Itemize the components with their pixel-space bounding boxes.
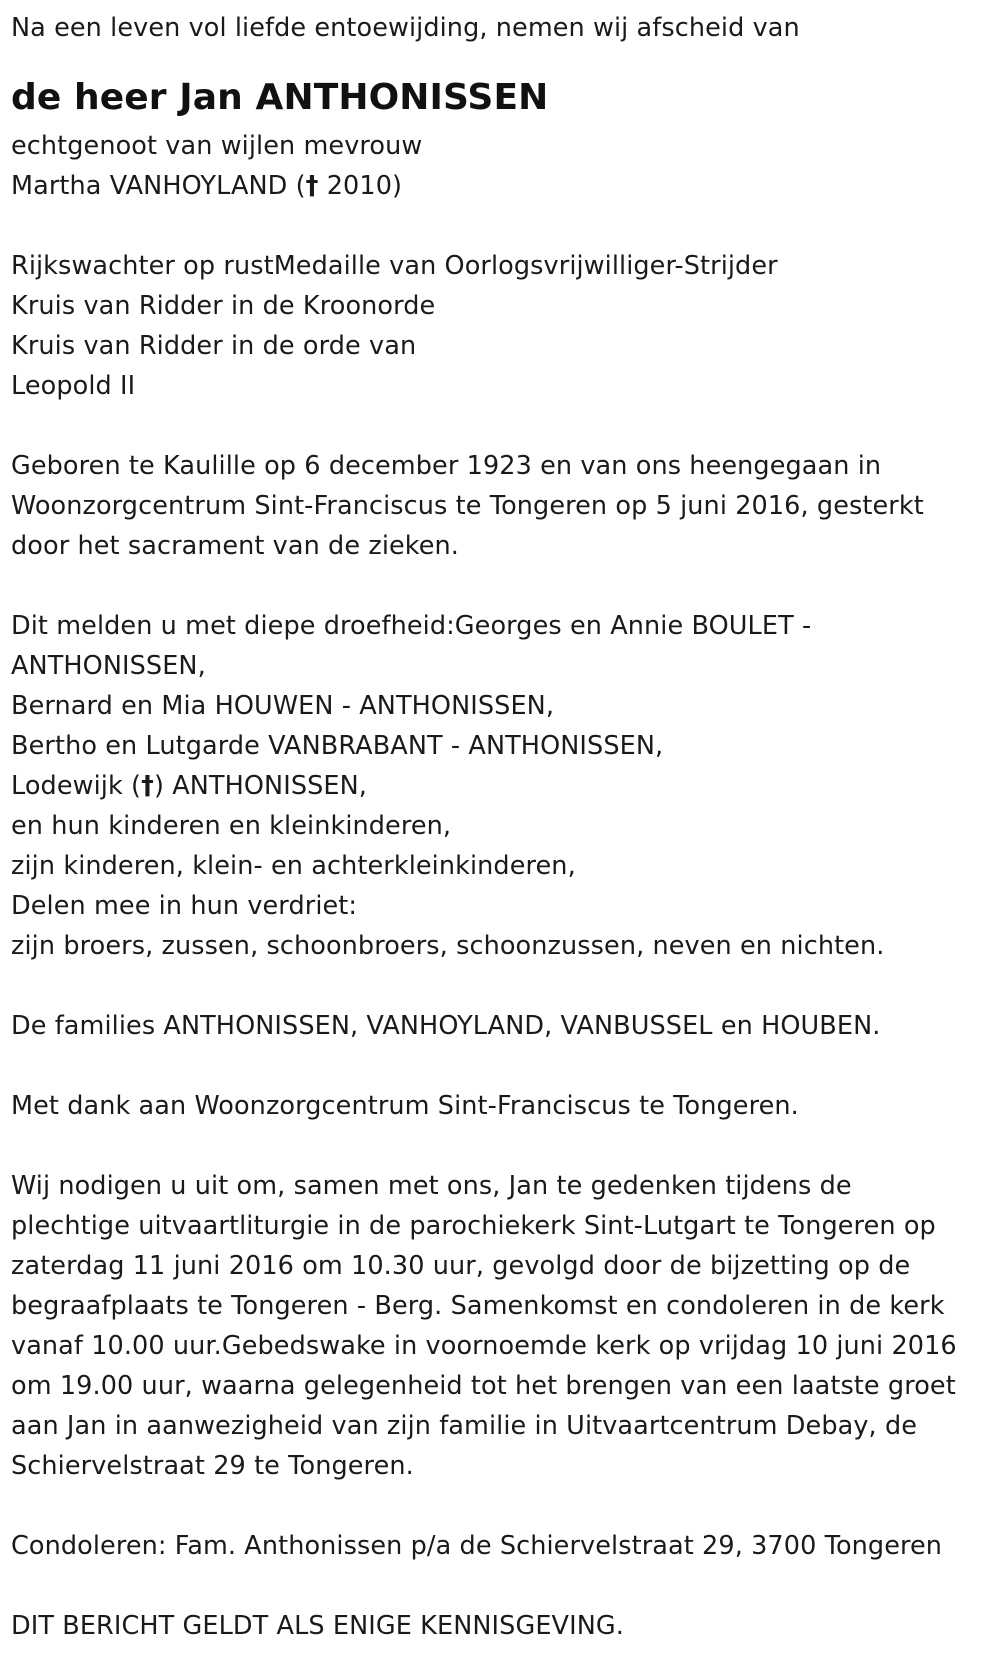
ceremony-line: Wij nodigen u uit om, samen met ons, Jan te gedenken tijdens de	[11, 1171, 852, 1201]
ceremony-line: vanaf 10.00 uur.Gebedswake in voornoemde kerk op vrijdag 10 juni 2016	[11, 1331, 957, 1361]
birth-death-line: door het sacrament van de zieken.	[11, 531, 460, 561]
mourners-line: zijn kinderen, klein- en achterkleinkinderen,	[11, 851, 576, 881]
mourners-line	[11, 766, 991, 806]
spacer	[11, 966, 991, 1006]
cross-icon: †	[305, 171, 319, 201]
mourners-line: ANTHONISSEN,	[11, 651, 206, 681]
mourner-name: Lodewijk (	[11, 771, 142, 801]
deceased-name: de heer Jan ANTHONISSEN	[11, 77, 549, 118]
spouse-line: echtgenoot van wijlen mevrouw	[11, 131, 423, 161]
closing-line: DIT BERICHT GELDT ALS ENIGE KENNISGEVING.	[11, 1611, 624, 1641]
mourners-line: Delen mee in hun verdriet:	[11, 891, 358, 921]
ceremony-line: begraafplaats te Tongeren - Berg. Samenkomst en condoleren in de kerk	[11, 1291, 945, 1321]
mourners-line: zijn broers, zussen, schoonbroers, schoonzussen, neven en nichten.	[11, 931, 885, 961]
condolences-line: Condoleren: Fam. Anthonissen p/a de Schiervelstraat 29, 3700 Tongeren	[11, 1531, 943, 1561]
ceremony-line: Schiervelstraat 29 te Tongeren.	[11, 1451, 414, 1481]
honor-line: Leopold II	[11, 371, 136, 401]
mourners-line: en hun kinderen en kleinkinderen,	[11, 811, 452, 841]
birth-death-line: Woonzorgcentrum Sint-Franciscus te Tongeren op 5 juni 2016, gesterkt	[11, 491, 924, 521]
families-line: De families ANTHONISSEN, VANHOYLAND, VANBUSSEL en HOUBEN.	[11, 1011, 881, 1041]
spacer	[11, 1566, 991, 1606]
mourners-line: Dit melden u met diepe droefheid:Georges en Annie BOULET -	[11, 611, 812, 641]
ceremony-line: aan Jan in aanwezigheid van zijn familie in Uitvaartcentrum Debay, de	[11, 1411, 918, 1441]
thanks-line: Met dank aan Woonzorgcentrum Sint-Franciscus te Tongeren.	[11, 1091, 799, 1121]
spacer	[11, 1486, 991, 1526]
ceremony-line: plechtige uitvaartliturgie in de parochiekerk Sint-Lutgart te Tongeren op	[11, 1211, 936, 1241]
spacer	[11, 566, 991, 606]
intro-text: Na een leven vol liefde entoewijding, nemen wij afscheid van	[11, 13, 800, 43]
ceremony-line: zaterdag 11 juni 2016 om 10.30 uur, gevolgd door de bijzetting op de	[11, 1251, 911, 1281]
cross-icon: †	[141, 771, 154, 801]
honor-line: Kruis van Ridder in de orde van	[11, 331, 417, 361]
spacer	[11, 206, 991, 246]
mourners-line: Bernard en Mia HOUWEN - ANTHONISSEN,	[11, 691, 555, 721]
spacer	[11, 1046, 991, 1086]
mourners-line: Bertho en Lutgarde VANBRABANT - ANTHONISSEN,	[11, 731, 664, 761]
spouse-year: 2010)	[318, 171, 403, 201]
spouse-name: Martha VANHOYLAND (	[11, 171, 306, 201]
death-notice	[11, 8, 991, 1646]
mourner-surname: ) ANTHONISSEN,	[153, 771, 368, 801]
spacer	[11, 1126, 991, 1166]
spacer	[11, 406, 991, 446]
honor-line: Rijkswachter op rustMedaille van Oorlogsvrijwilliger-Strijder	[11, 251, 778, 281]
spouse-name-line	[11, 166, 991, 206]
birth-death-line: Geboren te Kaulille op 6 december 1923 en van ons heengegaan in	[11, 451, 882, 481]
honor-line: Kruis van Ridder in de Kroonorde	[11, 291, 436, 321]
ceremony-line: om 19.00 uur, waarna gelegenheid tot het brengen van een laatste groet	[11, 1371, 956, 1401]
